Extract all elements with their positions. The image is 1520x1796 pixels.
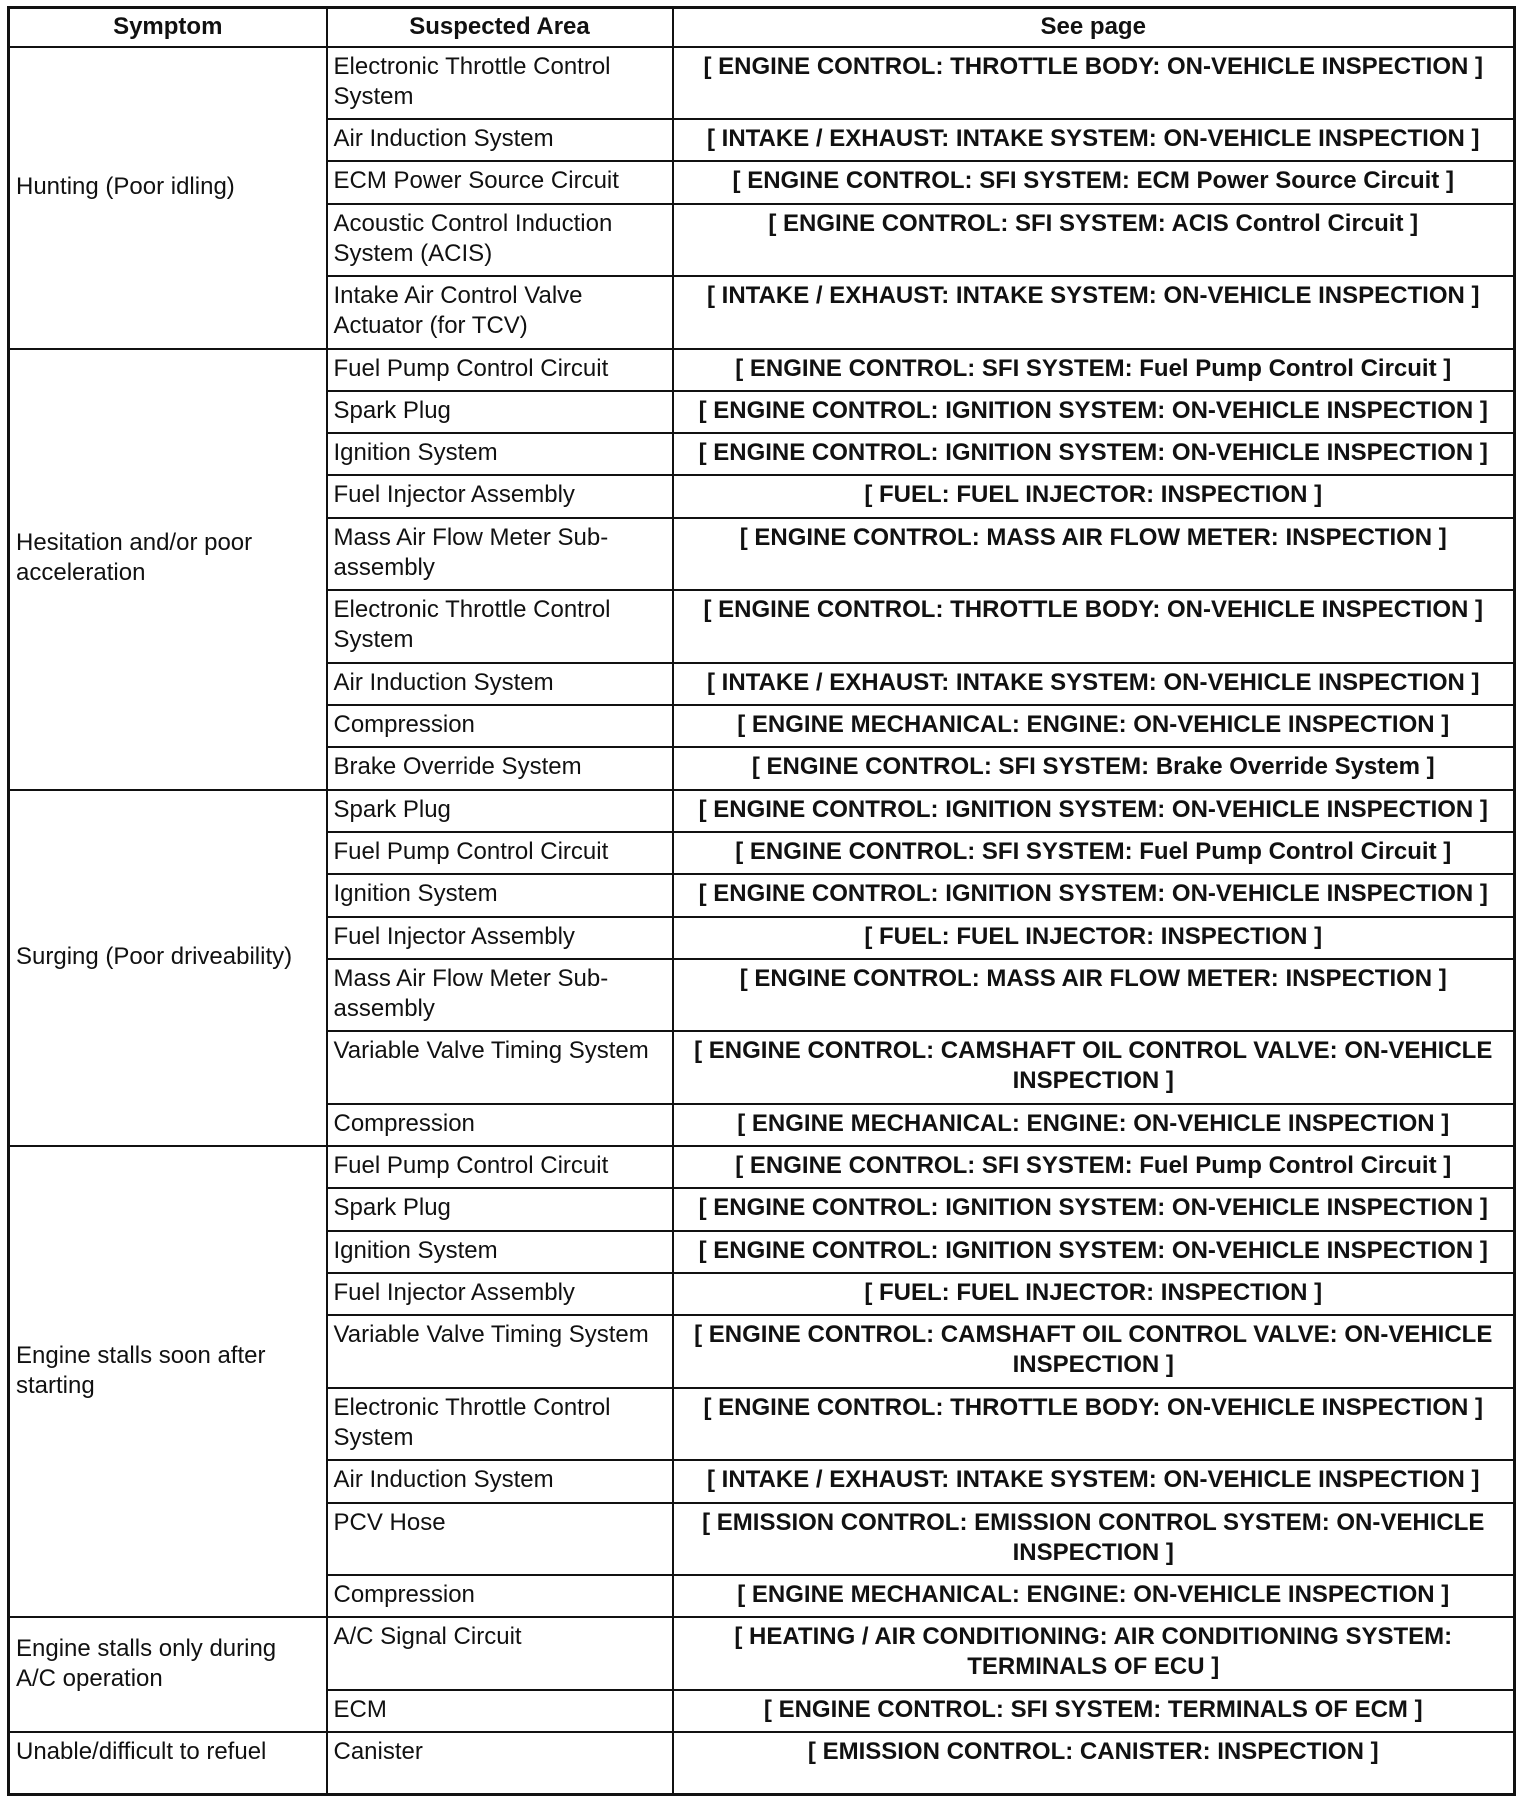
suspected-area-cell: Ignition System — [327, 433, 673, 475]
see-page-cell: [ ENGINE CONTROL: CAMSHAFT OIL CONTROL VALVE: ON-VEHICLE INSPECTION ] — [673, 1031, 1515, 1104]
table-row — [9, 349, 1515, 391]
symptom-cell: Unable/difficult to refuel — [9, 1732, 327, 1795]
header-row — [9, 8, 1515, 47]
see-page-cell: [ ENGINE CONTROL: IGNITION SYSTEM: ON-VEHICLE INSPECTION ] — [673, 433, 1515, 475]
suspected-area-cell: Electronic Throttle Control System — [327, 47, 673, 120]
suspected-area-cell: Compression — [327, 1104, 673, 1146]
suspected-area-cell: Canister — [327, 1732, 673, 1795]
suspected-area-cell: Air Induction System — [327, 1460, 673, 1502]
see-page-cell: [ FUEL: FUEL INJECTOR: INSPECTION ] — [673, 917, 1515, 959]
suspected-area-cell: ECM — [327, 1690, 673, 1732]
suspected-area-cell: Intake Air Control Valve Actuator (for TCV) — [327, 276, 673, 349]
see-page-cell: [ ENGINE CONTROL: IGNITION SYSTEM: ON-VEHICLE INSPECTION ] — [673, 790, 1515, 832]
suspected-area-cell: Mass Air Flow Meter Sub-assembly — [327, 959, 673, 1032]
suspected-area-cell: Ignition System — [327, 874, 673, 916]
suspected-area-cell: Fuel Pump Control Circuit — [327, 1146, 673, 1188]
suspected-area-cell: PCV Hose — [327, 1503, 673, 1576]
see-page-cell: [ INTAKE / EXHAUST: INTAKE SYSTEM: ON-VEHICLE INSPECTION ] — [673, 1460, 1515, 1502]
see-page-cell: [ ENGINE CONTROL: IGNITION SYSTEM: ON-VEHICLE INSPECTION ] — [673, 391, 1515, 433]
suspected-area-cell: ECM Power Source Circuit — [327, 161, 673, 203]
see-page-cell: [ ENGINE MECHANICAL: ENGINE: ON-VEHICLE INSPECTION ] — [673, 1575, 1515, 1617]
header-see-page: See page — [673, 8, 1515, 47]
suspected-area-cell: Acoustic Control Induction System (ACIS) — [327, 204, 673, 277]
see-page-cell: [ ENGINE CONTROL: SFI SYSTEM: Brake Override System ] — [673, 747, 1515, 789]
suspected-area-cell: Air Induction System — [327, 119, 673, 161]
suspected-area-cell: Spark Plug — [327, 1188, 673, 1230]
see-page-cell: [ ENGINE CONTROL: IGNITION SYSTEM: ON-VEHICLE INSPECTION ] — [673, 874, 1515, 916]
suspected-area-cell: Compression — [327, 1575, 673, 1617]
suspected-area-cell: Variable Valve Timing System — [327, 1315, 673, 1388]
see-page-cell: [ INTAKE / EXHAUST: INTAKE SYSTEM: ON-VEHICLE INSPECTION ] — [673, 663, 1515, 705]
header-suspected-area: Suspected Area — [327, 8, 673, 47]
table-row — [9, 1146, 1515, 1188]
suspected-area-cell: Fuel Pump Control Circuit — [327, 349, 673, 391]
table-row — [9, 1732, 1515, 1795]
see-page-cell: [ ENGINE MECHANICAL: ENGINE: ON-VEHICLE INSPECTION ] — [673, 1104, 1515, 1146]
see-page-cell: [ ENGINE CONTROL: THROTTLE BODY: ON-VEHICLE INSPECTION ] — [673, 47, 1515, 120]
see-page-cell: [ INTAKE / EXHAUST: INTAKE SYSTEM: ON-VEHICLE INSPECTION ] — [673, 276, 1515, 349]
see-page-cell: [ ENGINE CONTROL: SFI SYSTEM: Fuel Pump Control Circuit ] — [673, 349, 1515, 391]
suspected-area-cell: Electronic Throttle Control System — [327, 590, 673, 663]
see-page-cell: [ ENGINE CONTROL: THROTTLE BODY: ON-VEHICLE INSPECTION ] — [673, 590, 1515, 663]
suspected-area-cell: Ignition System — [327, 1231, 673, 1273]
suspected-area-cell: Variable Valve Timing System — [327, 1031, 673, 1104]
suspected-area-cell: A/C Signal Circuit — [327, 1617, 673, 1690]
see-page-cell: [ HEATING / AIR CONDITIONING: AIR CONDITIONING SYSTEM: TERMINALS OF ECU ] — [673, 1617, 1515, 1690]
symptom-cell: Engine stalls soon after starting — [9, 1146, 327, 1617]
suspected-area-cell: Brake Override System — [327, 747, 673, 789]
symptom-cell: Engine stalls only during A/C operation — [9, 1617, 327, 1732]
suspected-area-cell: Spark Plug — [327, 391, 673, 433]
suspected-area-cell: Mass Air Flow Meter Sub-assembly — [327, 518, 673, 591]
see-page-cell: [ ENGINE CONTROL: SFI SYSTEM: Fuel Pump Control Circuit ] — [673, 1146, 1515, 1188]
see-page-cell: [ ENGINE CONTROL: IGNITION SYSTEM: ON-VEHICLE INSPECTION ] — [673, 1231, 1515, 1273]
see-page-cell: [ ENGINE MECHANICAL: ENGINE: ON-VEHICLE INSPECTION ] — [673, 705, 1515, 747]
table-body — [9, 47, 1515, 1795]
see-page-cell: [ ENGINE CONTROL: MASS AIR FLOW METER: INSPECTION ] — [673, 518, 1515, 591]
suspected-area-cell: Electronic Throttle Control System — [327, 1388, 673, 1461]
see-page-cell: [ ENGINE CONTROL: IGNITION SYSTEM: ON-VEHICLE INSPECTION ] — [673, 1188, 1515, 1230]
see-page-cell: [ ENGINE CONTROL: SFI SYSTEM: Fuel Pump Control Circuit ] — [673, 832, 1515, 874]
header-symptom: Symptom — [9, 8, 327, 47]
suspected-area-cell: Fuel Pump Control Circuit — [327, 832, 673, 874]
suspected-area-cell: Fuel Injector Assembly — [327, 475, 673, 517]
table-row — [9, 47, 1515, 120]
symptom-cell: Surging (Poor driveability) — [9, 790, 327, 1146]
see-page-cell: [ ENGINE CONTROL: SFI SYSTEM: ECM Power Source Circuit ] — [673, 161, 1515, 203]
symptom-cell: Hunting (Poor idling) — [9, 47, 327, 349]
see-page-cell: [ ENGINE CONTROL: MASS AIR FLOW METER: INSPECTION ] — [673, 959, 1515, 1032]
see-page-cell: [ FUEL: FUEL INJECTOR: INSPECTION ] — [673, 1273, 1515, 1315]
suspected-area-cell: Fuel Injector Assembly — [327, 1273, 673, 1315]
see-page-cell: [ FUEL: FUEL INJECTOR: INSPECTION ] — [673, 475, 1515, 517]
see-page-cell: [ EMISSION CONTROL: CANISTER: INSPECTION ] — [673, 1732, 1515, 1795]
suspected-area-cell: Compression — [327, 705, 673, 747]
see-page-cell: [ ENGINE CONTROL: SFI SYSTEM: TERMINALS OF ECM ] — [673, 1690, 1515, 1732]
symptom-table — [7, 6, 1516, 1796]
table-row — [9, 790, 1515, 832]
see-page-cell: [ EMISSION CONTROL: EMISSION CONTROL SYSTEM: ON-VEHICLE INSPECTION ] — [673, 1503, 1515, 1576]
see-page-cell: [ ENGINE CONTROL: THROTTLE BODY: ON-VEHICLE INSPECTION ] — [673, 1388, 1515, 1461]
symptom-cell: Hesitation and/or poor acceleration — [9, 349, 327, 790]
suspected-area-cell: Air Induction System — [327, 663, 673, 705]
see-page-cell: [ ENGINE CONTROL: CAMSHAFT OIL CONTROL VALVE: ON-VEHICLE INSPECTION ] — [673, 1315, 1515, 1388]
suspected-area-cell: Fuel Injector Assembly — [327, 917, 673, 959]
suspected-area-cell: Spark Plug — [327, 790, 673, 832]
see-page-cell: [ ENGINE CONTROL: SFI SYSTEM: ACIS Control Circuit ] — [673, 204, 1515, 277]
table-row — [9, 1617, 1515, 1690]
see-page-cell: [ INTAKE / EXHAUST: INTAKE SYSTEM: ON-VEHICLE INSPECTION ] — [673, 119, 1515, 161]
